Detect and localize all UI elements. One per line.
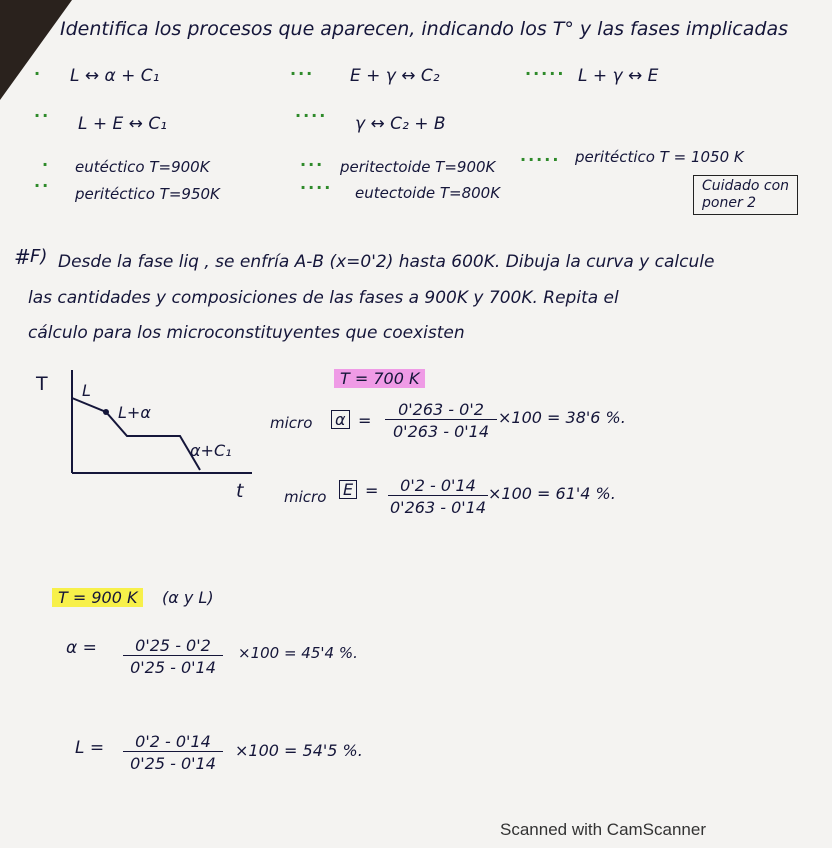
micro-1-symbol: α (331, 410, 350, 429)
micro-2-numerator: 0'2 - 0'14 (388, 476, 488, 496)
micro-2-result: ×100 = 61'4 %. (488, 484, 616, 503)
bullet-dots: ····· (520, 150, 561, 169)
micro-1-denominator: 0'263 - 0'14 (393, 422, 489, 441)
part-f-line-1: Desde la fase liq , se enfría A-B (x=0'2) hasta 600K. Dibuja la curva y calcule (58, 252, 715, 272)
micro-1-numerator: 0'263 - 0'2 (385, 400, 497, 420)
equals-sign: = (358, 411, 372, 430)
bullet-dots: ···· (300, 178, 333, 197)
L-label: L = (75, 738, 105, 758)
region-label-L: L (82, 381, 91, 400)
bullet-dot: · (42, 155, 51, 174)
bullet-dot: · (34, 64, 43, 83)
hash-mark: # (14, 245, 31, 269)
reaction-2: E + γ ↔ C₂ (350, 66, 440, 86)
L-fraction (123, 732, 223, 773)
reaction-4: L + E ↔ C₁ (78, 114, 168, 134)
micro-1-prefix: micro (270, 414, 313, 432)
curve-point (103, 409, 109, 415)
axis-label-t: t (236, 480, 244, 502)
bullet-dots: ··· (300, 155, 325, 174)
cooling-curve-graph (30, 360, 270, 510)
micro-2-symbol-wrapper (339, 480, 357, 499)
L-denominator: 0'25 - 0'14 (130, 754, 216, 773)
process-1: eutéctico T=900K (75, 158, 210, 176)
bullet-dots: ····· (525, 64, 566, 83)
process-4: peritéctico T=950K (75, 185, 220, 203)
note-box (693, 175, 798, 215)
t700-highlight: T = 700 K (334, 369, 425, 388)
micro-1-result: ×100 = 38'6 %. (498, 408, 626, 427)
note-line-2: poner 2 (702, 195, 757, 211)
part-f-line-3: cálculo para los microconstituyentes que coexisten (28, 323, 465, 343)
equals-sign: = (365, 481, 379, 500)
reaction-3: L + γ ↔ E (578, 66, 659, 86)
process-5: eutectoide T=800K (355, 184, 501, 202)
alpha-result: ×100 = 45'4 %. (238, 644, 358, 662)
alpha-denominator: 0'25 - 0'14 (130, 658, 216, 677)
process-2: peritectoide T=900K (340, 158, 496, 176)
axis-label-T: T (36, 373, 48, 395)
part-f-line-2: las cantidades y composiciones de las fases a 900K y 700K. Repita el (28, 288, 619, 308)
micro-2-denominator: 0'263 - 0'14 (390, 498, 486, 517)
page-corner-shadow (0, 0, 72, 100)
part-f-marker: F) (30, 246, 48, 267)
micro-2-prefix: micro (284, 488, 327, 506)
region-label-alpha-C: α+C₁ (190, 441, 232, 460)
t900-highlight: T = 900 K (52, 588, 143, 607)
t900-title (52, 588, 143, 607)
camscanner-watermark: Scanned with CamScanner (500, 820, 707, 839)
question-text: Identifica los procesos que aparecen, indicando los T° y las fases implicadas (60, 18, 789, 40)
region-label-L-alpha: L+α (118, 403, 151, 422)
bullet-dots: ·· (34, 176, 51, 195)
t900-phases: (α y L) (162, 588, 214, 607)
note-line-1: Cuidado con (702, 178, 790, 194)
bullet-dots: ·· (34, 106, 51, 125)
process-3: peritéctico T = 1050 K (575, 148, 744, 166)
bullet-dots: ··· (290, 64, 315, 83)
micro-2-fraction (388, 476, 488, 517)
alpha-fraction (123, 636, 223, 677)
L-numerator: 0'2 - 0'14 (123, 732, 223, 752)
micro-1-fraction (385, 400, 497, 441)
micro-2-symbol: E (339, 480, 357, 499)
micro-1-symbol-wrapper (331, 410, 350, 429)
reaction-5: γ ↔ C₂ + B (355, 114, 446, 134)
L-result: ×100 = 54'5 %. (235, 741, 363, 760)
t700-title (334, 369, 425, 388)
alpha-numerator: 0'25 - 0'2 (123, 636, 223, 656)
alpha-label: α = (66, 638, 97, 658)
reaction-1: L ↔ α + C₁ (70, 66, 160, 86)
bullet-dots: ···· (295, 106, 328, 125)
